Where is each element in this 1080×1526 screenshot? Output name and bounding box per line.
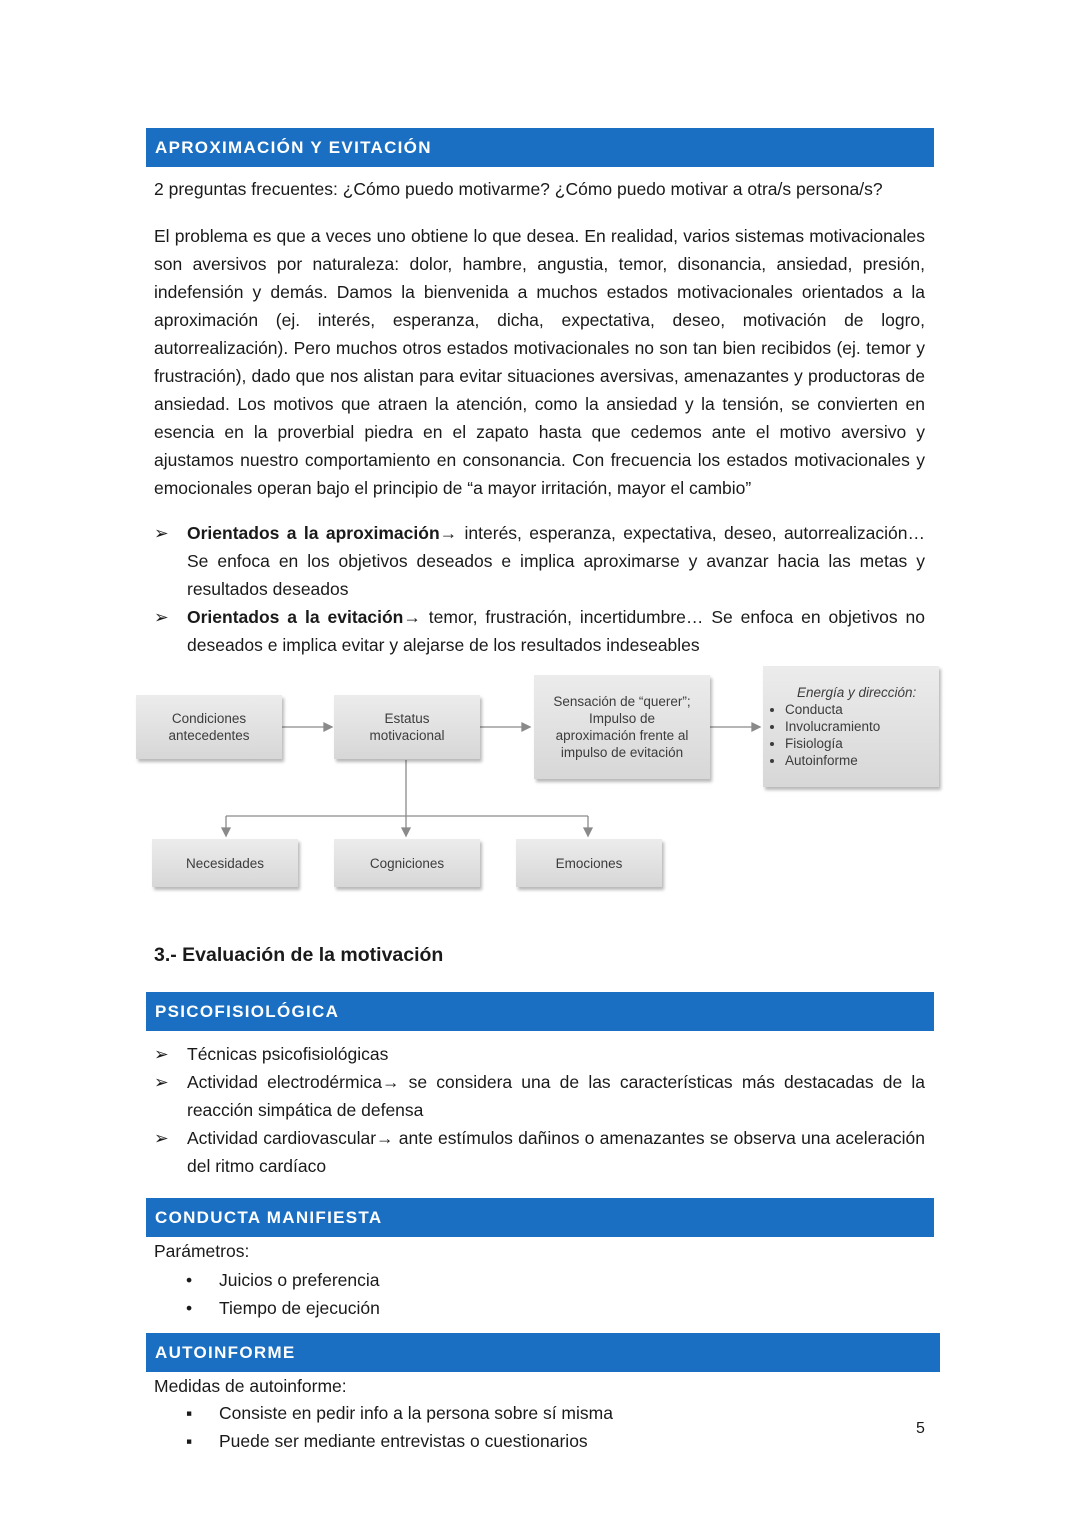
box-energia-direccion [763,666,939,787]
bullet-arrow-marker: ➢ [154,1072,169,1092]
list-item-entrevistas [186,1427,588,1456]
arrow-glyph: → [439,523,458,543]
connector-arrowhead [752,723,760,731]
bullet-arrow-marker: ➢ [154,607,169,627]
body-paragraph: El problema es que a veces uno obtiene lo que desea. En realidad, varios sistemas motivacionales son aversivos por naturaleza: dolor, hambre, angustia, temor, disonancia, ansiedad, presión, indefensión y demás. Damos la bienvenida a muchos estados motivacionales orientados a la aproximación (ej. interés, esperanza, dicha, expectativa, deseo, motivación de logro, autorrealización). Pero muchos otros estados motivacionales no son tan bien recibidos (ej. temor y frustración), dado que nos alistan para evitar situaciones aversivas, amenazantes y productoras de ansiedad. Los motivos que atraen la atención, como la ansiedad y la tensión, se convierten en esencia en la proverbial piedra en el zapato hasta que cedemos ante el motivo aversivo y ajustamos nuestro comportamiento en consonancia. Con frecuencia los estados motivacionales y emocionales operan bajo el principio de “a mayor irritación, mayor el cambio” [154,226,925,498]
connector-arrowhead [324,723,332,731]
bullet-text: temor, frustración, incertidumbre… Se enfoca en objetivos no deseados e implica evitar y alejarse de los resultados indeseables [187,607,925,655]
box-list-title: Energía y dirección: [797,685,917,700]
bullet-arrow-marker: ➢ [154,1044,169,1064]
box-list-item: • Autoinforme [785,752,916,769]
list-item-text: Puede ser mediante entrevistas o cuestionarios [219,1431,588,1451]
bullet-text: interés, esperanza, expectativa, deseo, autorrealización… Se enfoca en los objetivos deseados e implica aproximarse y avanzar hacia las metas y resultados deseados [187,523,925,599]
section-heading-evaluacion: 3.- Evaluación de la motivación [154,944,444,966]
box-list-item: • Fisiología [785,735,916,752]
bullet-tecnicas [154,1040,925,1068]
bullet-text: Actividad cardiovascular→ ante estímulos dañinos o amenazantes se observa una aceleración del ritmo cardíaco [187,1128,925,1176]
bullet-electrodermica [154,1068,925,1124]
bullet-text: Técnicas psicofisiológicas [187,1044,389,1064]
motivation-diagram [134,664,942,894]
box-label: Sensación de “querer”; Impulso de aproximación frente al impulso de evitación [553,694,691,760]
bullet-dot: • [186,1270,193,1290]
parametros-label: Parámetros: [154,1241,250,1261]
list-item-tiempo [186,1294,380,1323]
section-header-autoinforme: AUTOINFORME [146,1333,940,1372]
box-necesidades [152,839,298,887]
bullet-text: Actividad electrodérmica→ se considera una de las características más destacadas de la reacción simpática de defensa [187,1072,925,1120]
section-header-aproximacion: APROXIMACIÓN Y EVITACIÓN [146,128,934,167]
medidas-label: Medidas de autoinforme: [154,1376,347,1396]
connector-arrowhead [222,828,230,836]
list-item-juicios [186,1266,380,1295]
bullet-square: ▪ [186,1431,193,1451]
bullet-term: Orientados a la evitación [187,607,404,627]
connector-arrowhead [522,723,530,731]
connector-arrowhead [402,828,410,836]
bullet-arrow-marker: ➢ [154,1128,169,1148]
connector-arrowhead [584,828,592,836]
list-item-text: Tiempo de ejecución [219,1298,380,1318]
box-list-item: • Involucramiento [785,718,916,735]
bullet-arrow-marker: ➢ [154,523,169,543]
list-item-consiste [186,1399,613,1428]
arrow-glyph: → [403,607,421,627]
bullet-evitacion [154,603,925,659]
box-label: Emociones [555,855,623,871]
bullet-square: ▪ [186,1403,193,1423]
intro-text: 2 preguntas frecuentes: ¿Cómo puedo motivarme? ¿Cómo puedo motivar a otra/s persona/s? [154,179,883,199]
bullet-aproximacion [154,519,925,603]
box-estatus-motivacional [334,695,480,759]
section-header-psicofisiologica: PSICOFISIOLÓGICA [146,992,934,1031]
list-item-text: Juicios o preferencia [219,1270,380,1290]
box-label: Condiciones antecedentes [168,711,250,743]
bullet-cardiovascular [154,1124,925,1180]
box-condiciones-antecedentes [136,695,282,759]
box-label: Necesidades [185,855,265,871]
box-emociones [516,839,662,887]
page-number: 5 [916,1420,925,1437]
box-sensacion-querer [534,675,710,779]
box-cogniciones [334,839,480,887]
box-list-item: • Conducta [785,701,916,718]
box-label: Estatus motivacional [369,711,445,743]
bullet-dot: • [186,1298,193,1318]
section-header-conducta: CONDUCTA MANIFIESTA [146,1198,934,1237]
list-item-text: Consiste en pedir info a la persona sobre sí misma [219,1403,613,1423]
bullet-term: Orientados a la aproximación [187,523,440,543]
box-label: Cogniciones [369,855,445,871]
